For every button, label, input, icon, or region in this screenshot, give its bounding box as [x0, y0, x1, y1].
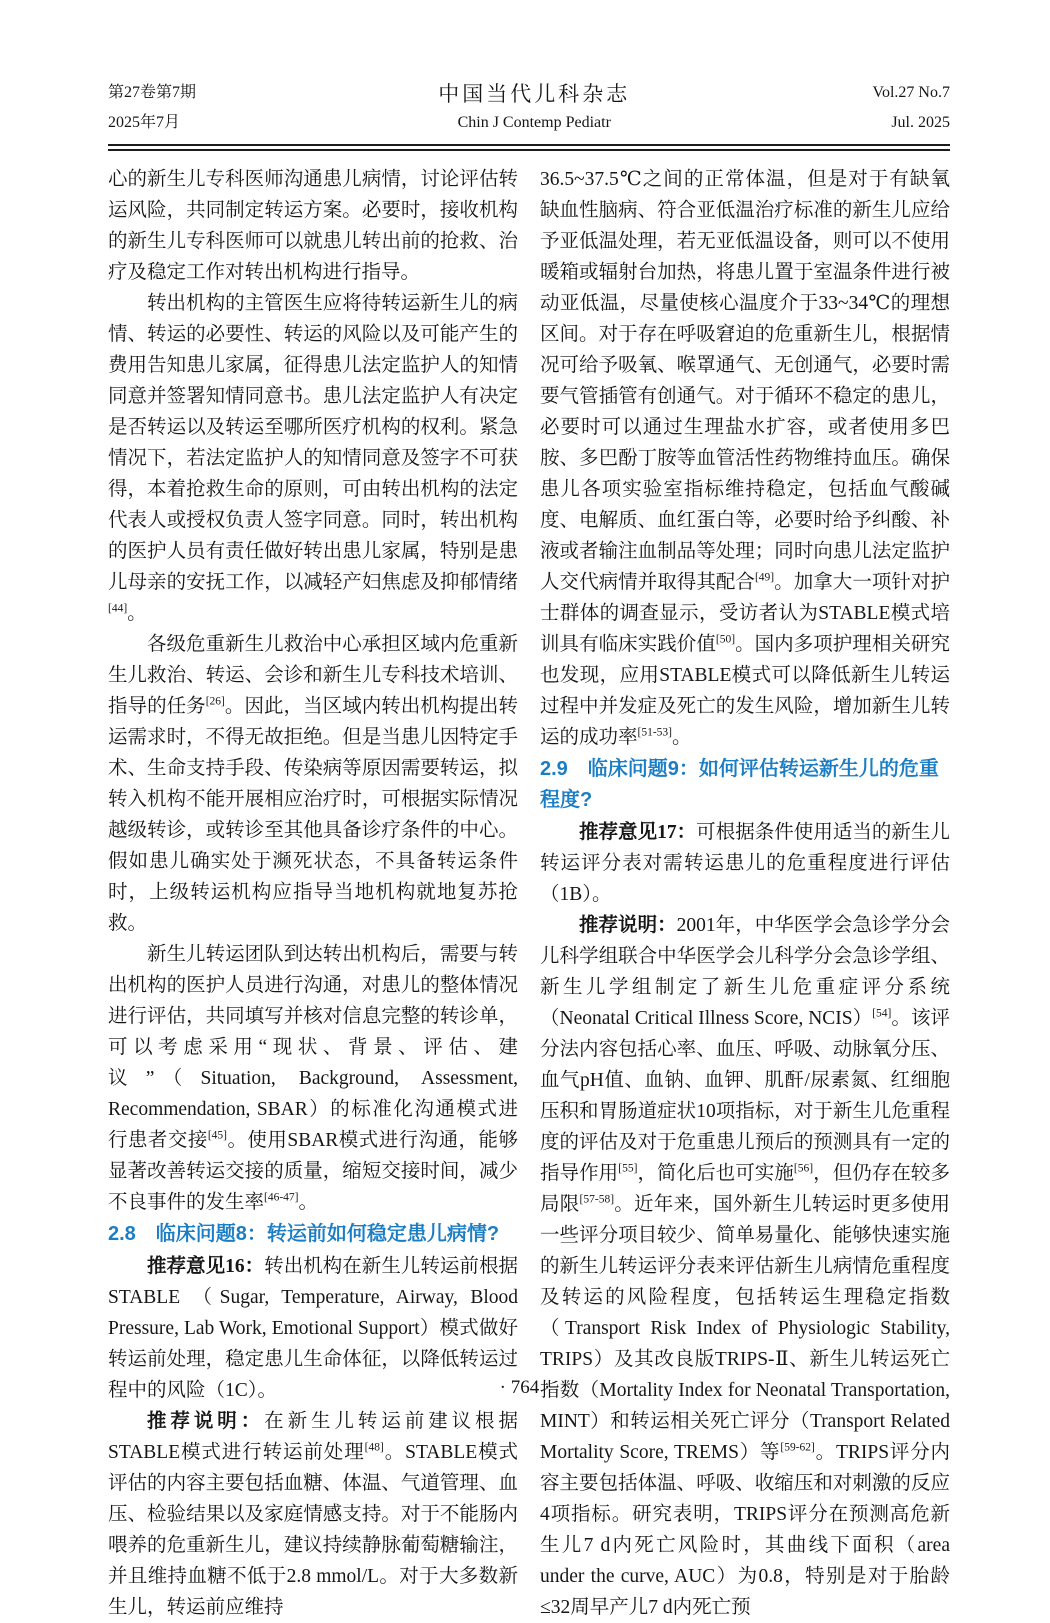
- citation-reference: [57-58]: [579, 1193, 615, 1206]
- header-center: [438, 78, 630, 136]
- column-left: [108, 164, 518, 1623]
- paragraph: [108, 629, 518, 939]
- page-number: · 764 ·: [499, 1377, 551, 1398]
- paragraph: [540, 910, 950, 1623]
- article-body: [108, 164, 950, 1623]
- citation-reference: [45]: [207, 1129, 227, 1142]
- paragraph: [108, 939, 518, 1218]
- text-run: 。加拿大一项针对护士群体的调查显示，受访者认为STABLE模式培训具有临床实践价值: [540, 572, 950, 655]
- text-run: 。该评分法内容包括心率、血压、呼吸、动脉氧分压、血气pH值、血钠、血钾、肌酐/尿素氮、红细胞压积和胃肠道症状10项指标，对于新生儿危重程度的评估及对于危重患儿预后的预测具有一定的指导作用: [540, 1008, 950, 1184]
- text-run: 。: [127, 603, 147, 624]
- section-heading: [540, 754, 950, 816]
- journal-title-cn: 中国当代儿科杂志: [438, 82, 631, 106]
- page-header: [108, 78, 950, 138]
- header-right: [872, 78, 950, 138]
- text-run: 可根据条件使用适当的新生儿转运评分表对需转运患儿的危重程度进行评估（1B）。: [540, 822, 950, 905]
- text-run: 。使用SBAR模式进行沟通，能够显著改善转运交接的质量，缩短交接时间，减少不良事件的发生率: [108, 1130, 518, 1213]
- paragraph: [540, 164, 950, 753]
- header-left: [108, 78, 196, 138]
- text-run: 2.9 临床问题9：如何评估转运新生儿的危重程度?: [540, 758, 939, 811]
- journal-title-en: Chin J Contemp Pediatr: [457, 114, 611, 131]
- date-cn: 2025年7月: [108, 114, 181, 131]
- bold-run: 推荐意见17：: [579, 822, 697, 843]
- text-run: ，但仍存在较多局限: [540, 1163, 950, 1215]
- text-run: 各级危重新生儿救治中心承担区域内危重新生儿救治、转运、会诊和新生儿专科技术培训、指导的任务: [108, 634, 518, 717]
- text-run: 转出机构在新生儿转运前根据STABLE （Sugar, Temperature, Airway, Blood Pressure, Lab Work, Emotional Support）模式做好转运前处理，稳定患儿生命体征，以降低转运过程中的风险（1C）。: [108, 1256, 518, 1401]
- citation-reference: [46-47]: [264, 1191, 299, 1204]
- citation-reference: [54]: [872, 1007, 892, 1020]
- paragraph: [540, 817, 950, 910]
- text-run: 。因此，当区域内转出机构提出转运需求时，不得无故拒绝。但是当患儿因特定手术、生命支持手段、传染病等原因需要转运，拟转入机构不能开展相应治疗时，可根据实际情况越级转诊，或转诊至其他具备诊疗条件的中心。假如患儿确实处于濒死状态，不具备转运条件时，上级转运机构应指导当地机构就地复苏抢救。: [108, 696, 518, 934]
- text-run: 。STABLE模式评估的内容主要包括血糖、体温、气道管理、血压、检验结果以及家庭情感支持。对于不能肠内喂养的危重新生儿，建议持续静脉葡萄糖输注，并且维持血糖不低于2.8 mmol/L。对于大多数新生儿，转运前应维持: [108, 1442, 519, 1618]
- citation-reference: [56]: [793, 1162, 814, 1175]
- text-run: 新生儿转运团队到达转出机构后，需要与转出机构的医护人员进行沟通，对患儿的整体情况进行评估，共同填写并核对信息完整的转诊单，可以考虑采用“现状、背景、评估、建议”（Situation, Background, Assessment, Recommendation, SBAR）的标准化沟通模式进行患者交接: [108, 944, 518, 1151]
- bold-run: 推荐意见16：: [147, 1256, 265, 1277]
- text-run: 。国内多项护理相关研究也发现，应用STABLE模式可以降低新生儿转运过程中并发症及死亡的发生风险，增加新生儿转运的成功率: [540, 634, 950, 748]
- citation-reference: [51-53]: [637, 726, 673, 739]
- bold-run: 推荐说明：: [147, 1411, 265, 1432]
- paragraph: [108, 164, 518, 288]
- volume-issue-en: Vol.27 No.7: [872, 84, 950, 101]
- text-run: 36.5~37.5℃之间的正常体温，但是对于有缺氧缺血性脑病、符合亚低温治疗标准的新生儿应给予亚低温处理，若无亚低温设备，则可以不使用暖箱或辐射台加热，将患儿置于室温条件进行被动亚低温，尽量使核心温度介于33~34℃的理想区间。对于存在呼吸窘迫的危重新生儿，根据情况可给予吸氧、喉罩通气、无创通气，必要时需要气管插管有创通气。对于循环不稳定的患儿，必要时可以通过生理盐水扩容，或者使用多巴胺、多巴酚丁胺等血管活性药物维持血压。确保患儿各项实验室指标维持稳定，包括血气酸碱度、电解质、血红蛋白等，必要时给予纠酸、补液或者输注血制品等处理；同时向患儿法定监护人交代病情并取得其配合: [540, 169, 950, 593]
- text-run: 。近年来，国外新生儿转运时更多使用一些评分项目较少、简单易量化、能够快速实施的新生儿转运评分表来评估新生儿病情危重程度及转运的风险程度，包括转运生理稳定指数（Transport Risk Index of Physiologic Stability, TRIPS）及其改良版TRIPS-Ⅱ、新生儿转运死亡指数（Mortality Index for Neonatal Transportation, MINT）和转运相关死亡评分（Transport Related Mortality Score, TREMS）等: [540, 1194, 950, 1463]
- citation-reference: [50]: [715, 633, 736, 646]
- date-en: Jul. 2025: [891, 114, 950, 131]
- paragraph: [108, 288, 518, 629]
- column-right: [540, 164, 950, 1623]
- citation-reference: [44]: [108, 602, 128, 615]
- paragraph: [108, 1406, 518, 1623]
- header-divider: [108, 144, 950, 151]
- text-run: 在新生儿转运前建议根据STABLE模式进行转运前处理: [108, 1411, 518, 1463]
- citation-reference: [26]: [205, 695, 225, 708]
- text-run: 2001年，中华医学会急诊学分会儿科学组联合中华医学会儿科学分会急诊学组、新生儿学组制定了新生儿危重症评分系统（Neonatal Critical Illness Score, NCIS）: [540, 915, 950, 1029]
- section-heading: [108, 1219, 518, 1250]
- citation-reference: [59-62]: [780, 1441, 815, 1454]
- text-run: 。: [672, 727, 692, 748]
- text-run: ，简化后也可实施: [637, 1163, 794, 1184]
- text-run: 。: [298, 1192, 319, 1213]
- text-run: 心的新生儿专科医师沟通患儿病情，讨论评估转运风险，共同制定转运方案。必要时，接收机构的新生儿专科医师可以就患儿转出前的抢救、治疗及稳定工作对转出机构进行指导。: [108, 169, 518, 283]
- volume-issue-cn: 第27卷第7期: [108, 84, 197, 101]
- citation-reference: [49]: [754, 571, 775, 584]
- text-run: 。TRIPS评分内容主要包括体温、呼吸、收缩压和对刺激的反应4项指标。研究表明，TRIPS评分在预测高危新生儿7 d内死亡风险时，其曲线下面积（area under the curve, AUC）为0.8，特别是对于胎龄≤32周早产儿7 d内死亡预: [540, 1442, 950, 1618]
- text-run: 2.8 临床问题8：转运前如何稳定患儿病情?: [108, 1223, 500, 1245]
- citation-reference: [55]: [618, 1162, 638, 1175]
- citation-reference: [48]: [364, 1441, 384, 1454]
- text-run: 转出机构的主管医生应将待转运新生儿的病情、转运的必要性、转运的风险以及可能产生的费用告知患儿家属，征得患儿法定监护人的知情同意并签署知情同意书。患儿法定监护人有决定是否转运以及转运至哪所医疗机构的权利。紧急情况下，若法定监护人的知情同意及签字不可获得，本着抢救生命的原则，可由转出机构的法定代表人或授权负责人签字同意。同时，转出机构的医护人员有责任做好转出患儿家属，特别是患儿母亲的安抚工作，以减轻产妇焦虑及抑郁情绪: [108, 293, 518, 593]
- bold-run: 推荐说明：: [579, 915, 677, 936]
